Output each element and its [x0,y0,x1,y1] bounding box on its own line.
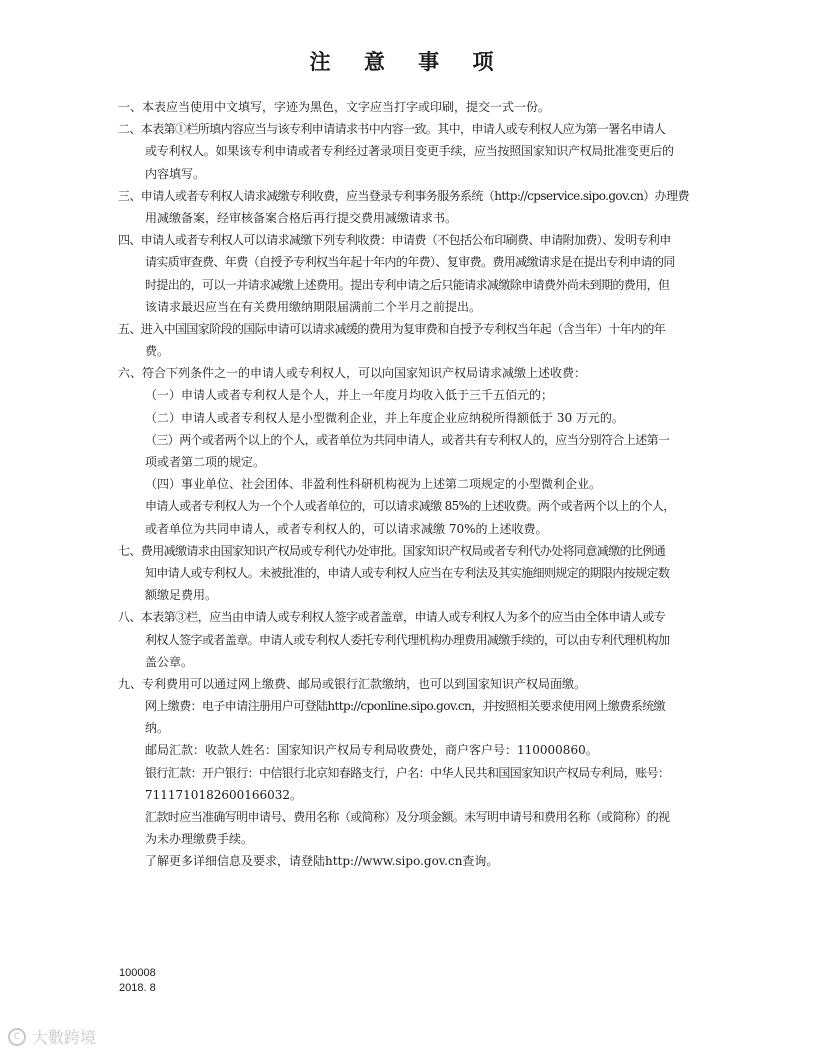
notes-line: （二）申请人或者专利权人是小型微利企业，并上年度企业应纳税所得额低于 30 万元的。 [145,410,624,425]
notes-line: 或者单位为共同申请人，或者专利权人的，可以请求减缴 70%的上述收费。 [145,521,548,536]
notes-line: 用减缴备案，经审核备案合格后再行提交费用减缴请求书。 [145,210,458,225]
notes-line: 请实质审查费、年费（自授予专利权当年起十年内的年费）、复审费。费用减缴请求是在提出专利申请的同 [145,255,675,270]
notes-line: 知申请人或专利权人。未被批准的，申请人或专利权人应当在专利法及其实施细则规定的期限内按规定数 [145,565,670,580]
notes-line: 四、申请人或者专利权人可以请求减缴下列专利收费：申请费（不包括公布印刷费、申请附加费）、发明专利申 [118,233,671,248]
notes-body [118,96,704,873]
notes-line: 了解更多详细信息及要求，请登陆http://www.sipo.gov.cn查询。 [145,854,499,869]
logo-c-icon: C [8,1028,26,1046]
notes-line: 为未办理缴费手续。 [145,832,254,847]
notes-line: 该请求最迟应当在有关费用缴纳期限届满前二个半月之前提出。 [145,299,482,314]
notes-line: 八、本表第③栏，应当由申请人或专利权人签字或者盖章，申请人或专利权人为多个的应当由全体申请人或专 [118,610,666,625]
notes-line: 一、本表应当使用中文填写，字迹为黑色，文字应当打字或印刷，提交一式一份。 [118,100,551,114]
notes-line: 邮局汇款：收款人姓名：国家知识产权局专利局收费处，商户客户号：110000860。 [145,743,598,758]
notes-line: 项或者第二项的规定。 [145,455,266,469]
notes-line: 时提出的，可以一并请求减缴上述费用。提出专利申请之后只能请求减缴除申请费外尚未到期的费用，但 [145,277,670,292]
notes-line: 银行汇款：开户银行：中信银行北京知春路支行，户名：中华人民共和国国家知识产权局专利局，账号： [145,765,670,780]
form-code: 100008 [119,967,156,979]
notes-line: 七、费用减缴请求由国家知识产权局或专利代办处审批。国家知识产权局或者专利代办处将同意减缴的比例通 [118,543,666,558]
notes-line: 网上缴费：电子申请注册用户可登陆http://cponline.sipo.gov.cn，并按照相关要求使用网上缴费系统缴 [145,699,665,714]
watermark [8,1025,96,1048]
notes-line: 利权人签字或者盖章。申请人或专利权人委托专利代理机构办理费用减缴手续的，可以由专利代理机构加 [145,632,670,647]
notes-line: （四）事业单位、社会团体、非盈利性科研机构视为上述第二项规定的小型微利企业。 [145,477,602,492]
notes-line: （三）两个或者两个以上的个人，或者单位为共同申请人，或者共有专利权人的，应当分别符合上述第一 [145,432,670,447]
notes-line: 汇款时应当准确写明申请号、费用名称（或简称）及分项金额。未写明申请号和费用名称（或简称）的视 [145,810,670,824]
notes-line: 纳。 [145,721,170,736]
form-footer [119,966,156,996]
page-title: 注 意 事 项 [309,50,507,74]
notes-line: 三、申请人或者专利权人请求减缴专利收费，应当登录专利事务服务系统（http://cpservice.sipo.gov.cn）办理费 [118,188,689,203]
notes-line: 申请人或者专利权人为一个个人或者单位的，可以请求减缴 85%的上述收费。两个或者两个以上的个人， [145,499,675,514]
notes-line: 7111710182600166032。 [145,787,303,802]
notes-line: 六、符合下列条件之一的申请人或专利权人，可以向国家知识产权局请求减缴上述收费： [118,366,587,381]
notes-line: 九、专利费用可以通过网上缴费、邮局或银行汇款缴纳，也可以到国家知识产权局面缴。 [118,676,587,691]
form-date: 2018. 8 [119,982,156,994]
notes-line: 五、进入中国国家阶段的国际申请可以请求减缓的费用为复审费和自授予专利权当年起（含当年）十年内的年 [118,321,666,336]
notes-line: 额缴足费用。 [145,588,218,603]
notes-line: 盖公章。 [145,654,194,669]
notes-line: 或专利权人。如果该专利申请或者专利经过著录项目变更手续，应当按照国家知识产权局批准变更后的 [145,144,674,159]
notes-line: 内容填写。 [145,166,206,181]
notes-line: 二、本表第①栏所填内容应当与该专利申请请求书中内容一致。其中，申请人或专利权人应为第一署名申请人 [118,122,666,137]
watermark-text: 大數跨境 [32,1028,97,1047]
notes-line: 费。 [145,344,170,359]
notes-line: （一）申请人或者专利权人是个人，并上一年度月均收入低于三千五佰元的； [145,388,554,403]
